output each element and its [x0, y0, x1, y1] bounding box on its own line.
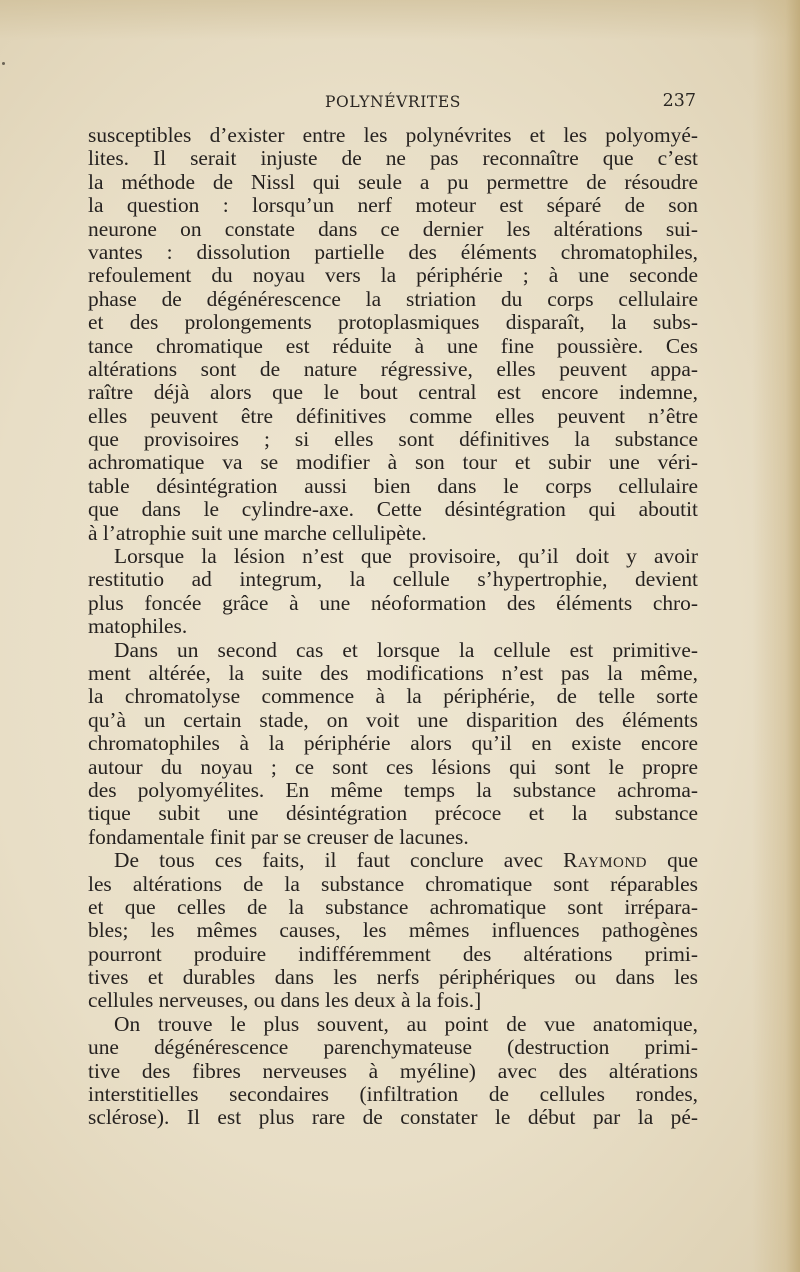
- text-line: phase de dégénérescence la striation du corps cellulaire: [88, 286, 698, 311]
- text-line: elles peuvent être définitives comme elles peuvent n’être: [88, 403, 698, 428]
- text-line: Dans un second cas et lorsque la cellule est primitive-: [114, 637, 698, 662]
- text-line: achromatique va se modifier à son tour et subir une véri-: [88, 450, 698, 475]
- paper-speck: [2, 62, 5, 65]
- text-line: [88, 849, 698, 872]
- text-line: Lorsque la lésion n’est que provisoire, qu’il doit y avoir: [114, 544, 698, 569]
- text-line: des polyomyélites. En même temps la substance achroma-: [88, 777, 698, 802]
- text-line: On trouve le plus souvent, au point de vue anatomique,: [114, 1011, 698, 1036]
- text-line: susceptibles d’exister entre les polynévrites et les polyomyé-: [88, 123, 698, 147]
- text-line: une dégénérescence parenchymateuse (destruction primi-: [88, 1035, 698, 1060]
- text-line: pourront produire indifféremment des altérations primi-: [88, 941, 698, 966]
- text-line: neurone on constate dans ce dernier les altérations sui-: [88, 216, 698, 241]
- running-title: POLYNÉVRITES: [324, 93, 461, 111]
- text-line: refoulement du noyau vers la périphérie ; à une seconde: [88, 263, 698, 288]
- text-line: tive des fibres nerveuses à myéline) avec des altérations: [88, 1058, 698, 1083]
- paragraph-1: [88, 124, 698, 545]
- text-line: plus foncée grâce à une néoformation des éléments chro-: [88, 590, 698, 615]
- text-line: la méthode de Nissl qui seule a pu permettre de résoudre: [88, 169, 698, 194]
- paragraph-3: [88, 639, 698, 850]
- text-line: tance chromatique est réduite à une fine poussière. Ces: [88, 333, 698, 358]
- text-line: table désintégration aussi bien dans le corps cellulaire: [88, 473, 698, 498]
- page-number: 237: [662, 91, 696, 111]
- page-header: [88, 90, 698, 116]
- text-line: sclérose). Il est plus rare de constater le début par la pé-: [88, 1105, 698, 1130]
- page-top-shadow: [0, 0, 800, 40]
- text-run: que: [646, 848, 698, 873]
- text-run: De tous ces faits, il faut conclure avec: [114, 848, 564, 873]
- text-line: qu’à un certain stade, on voit une disparition des éléments: [88, 707, 698, 732]
- text-line: interstitielles secondaires (infiltration de cellules rondes,: [88, 1082, 698, 1107]
- text-line: la chromatolyse commence à la périphérie, de telle sorte: [88, 684, 698, 709]
- paragraph-5: [88, 1013, 698, 1130]
- text-line: que provisoires ; si elles sont définitives la substance: [88, 427, 698, 452]
- text-line: que dans le cylindre-axe. Cette désintégration qui aboutit: [88, 497, 698, 522]
- text-line: la question : lorsqu’un nerf moteur est séparé de son: [88, 193, 698, 218]
- text-line: bles; les mêmes causes, les mêmes influences pathogènes: [88, 918, 698, 943]
- text-line: cellules nerveuses, ou dans les deux à la fois.]: [88, 988, 482, 1013]
- paragraph-4: [88, 849, 698, 1013]
- text-line: et que celles de la substance achromatique sont irrépara-: [88, 894, 698, 919]
- text-line: et des prolongements protoplasmiques disparaît, la subs-: [88, 310, 698, 335]
- text-line: tives et durables dans les nerfs périphériques ou dans les: [88, 965, 698, 990]
- text-line: tique subit une désintégration précoce et la substance: [88, 801, 698, 826]
- text-line: vantes : dissolution partielle des éléments chromatophiles,: [88, 239, 698, 264]
- text-line: chromatophiles à la périphérie alors qu’il en existe encore: [88, 731, 698, 756]
- text-line: raître déjà alors que le bout central est encore indemne,: [88, 380, 698, 405]
- author-name: Raymond: [563, 848, 647, 873]
- text-line: lites. Il serait injuste de ne pas reconnaître que c’est: [88, 146, 698, 171]
- text-line: fondamentale finit par se creuser de lacunes.: [88, 824, 469, 849]
- paragraph-2: [88, 545, 698, 639]
- text-line: altérations sont de nature régressive, elles peuvent appa-: [88, 356, 698, 381]
- text-line: à l’atrophie suit une marche cellulipète.: [88, 520, 427, 545]
- page-right-edge-shadow: [752, 0, 800, 1272]
- text-line: matophiles.: [88, 614, 188, 639]
- text-line: ment altérée, la suite des modifications n’est pas la même,: [88, 660, 698, 685]
- text-line: autour du noyau ; ce sont ces lésions qui sont le propre: [88, 754, 698, 779]
- text-line: restitutio ad integrum, la cellule s’hypertrophie, devient: [88, 567, 698, 592]
- page-body: [88, 124, 698, 1130]
- text-line: les altérations de la substance chromatique sont réparables: [88, 871, 698, 896]
